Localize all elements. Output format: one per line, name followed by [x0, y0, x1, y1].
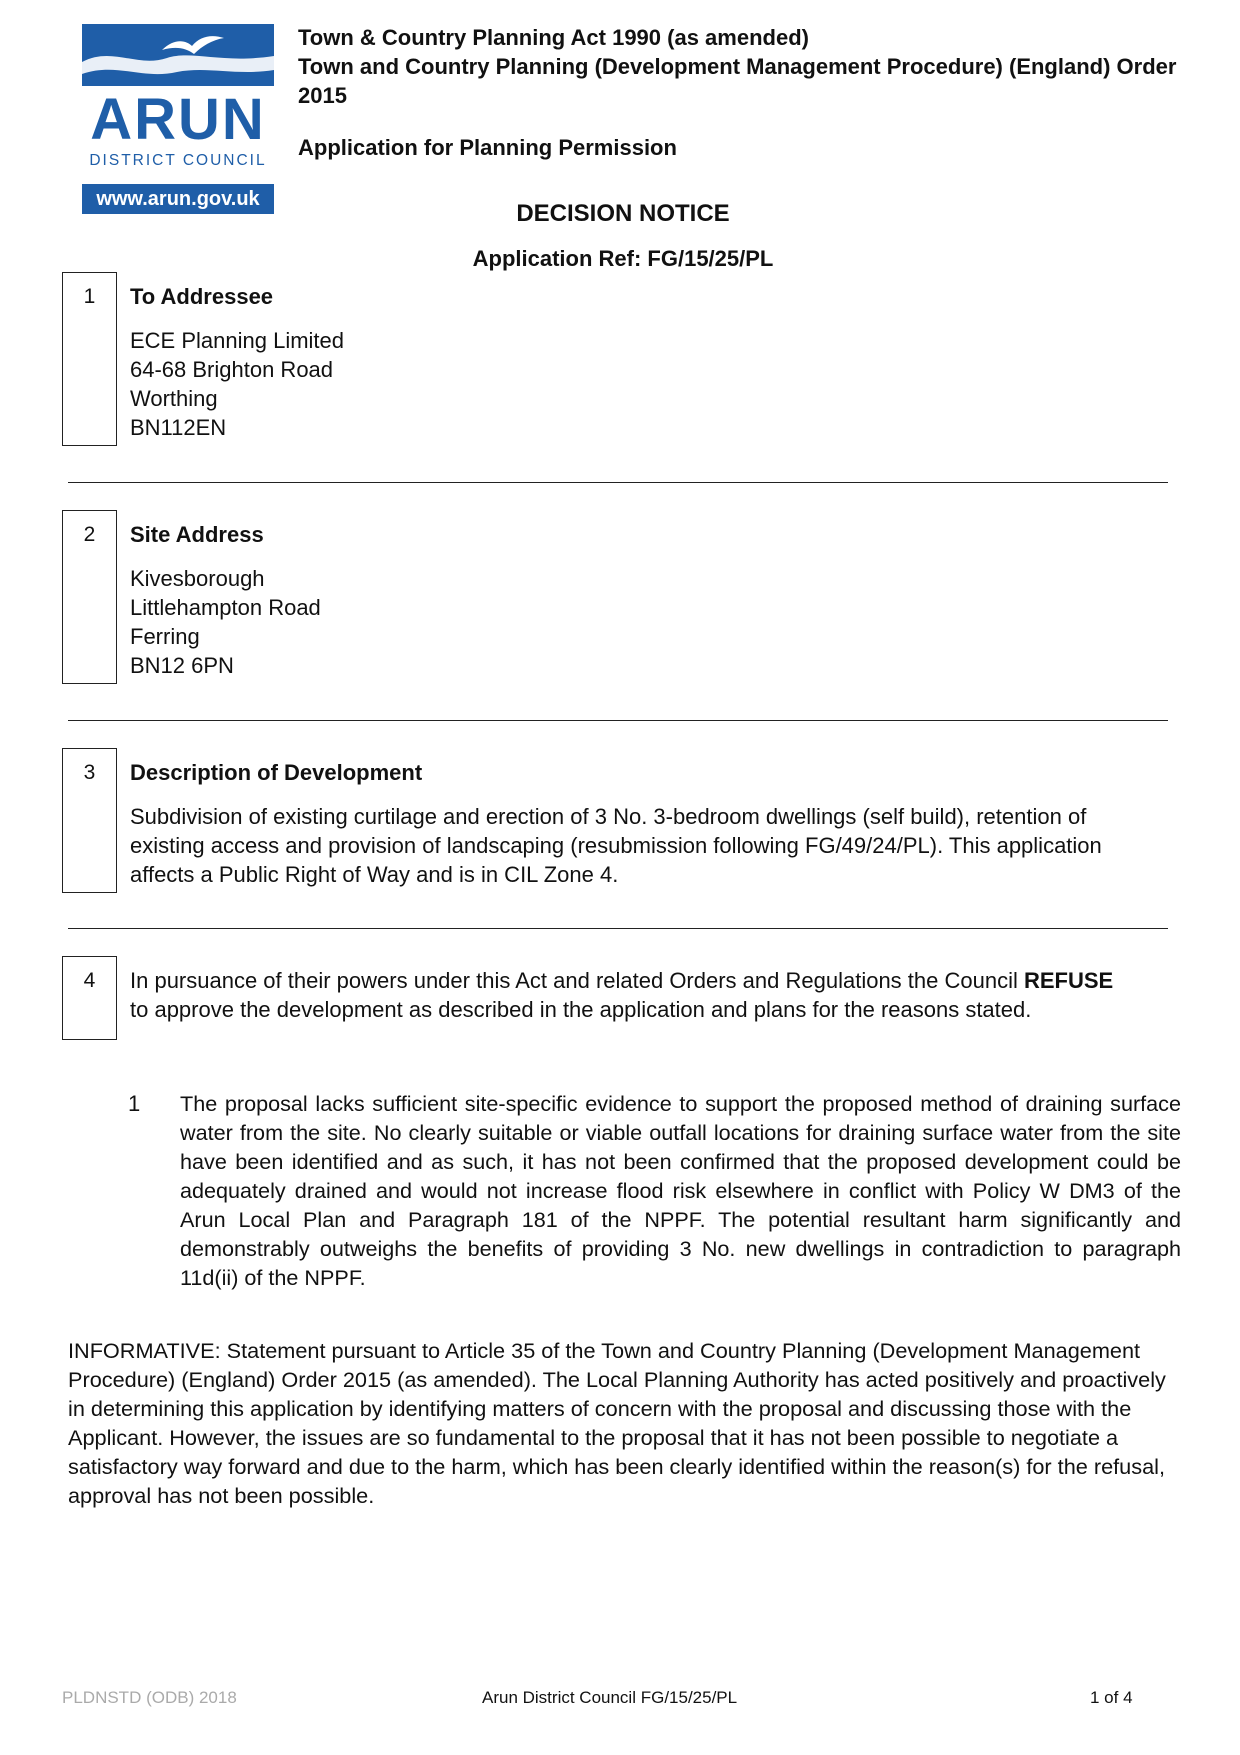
- section-number-box: 4: [62, 956, 117, 1040]
- development-description: [130, 802, 1102, 889]
- section-number-box: 1: [62, 272, 117, 446]
- divider: [68, 720, 1168, 721]
- header-application-type: Application for Planning Permission: [298, 135, 677, 160]
- application-ref: Application Ref: FG/15/25/PL: [472, 246, 774, 271]
- wave-gull-icon: [82, 24, 274, 86]
- page-title: DECISION NOTICE: [516, 200, 730, 227]
- divider: [68, 482, 1168, 483]
- section-title-addressee: To Addressee: [130, 284, 274, 309]
- decision-text-continued: to approve the development as described in the application and plans for the reasons stated.: [130, 997, 1032, 1022]
- section-title-site-address: Site Address: [130, 522, 264, 547]
- footer-template-code: PLDNSTD (ODB) 2018: [62, 1688, 237, 1707]
- reason-text: The proposal lacks sufficient site-specific evidence to support the proposed method of draining surface water from the site. No clearly suitable or viable outfall locations for draining surface water from the site have been identified and as such, it has not been confirmed that the proposed development could be adequately drained and would not increase flood risk elsewhere in conflict with Policy W DM3 of the Arun Local Plan and Paragraph 181 of the NPPF. The potential resultant harm significantly and demonstrably outweighs the benefits of providing 3 No. new dwellings in contradiction to paragraph 11d(ii) of the NPPF.: [180, 1091, 1181, 1290]
- logo-wave-banner: [82, 24, 274, 86]
- logo-name: ARUN: [90, 87, 266, 152]
- decision-statement: [130, 966, 1185, 1024]
- addressee-block: [130, 326, 344, 442]
- council-logo: [82, 24, 274, 214]
- footer-reference: Arun District Council FG/15/25/PL: [482, 1688, 738, 1707]
- header-act-line: Town & Country Planning Act 1990 (as amended): [298, 25, 809, 50]
- logo-website[interactable]: www.arun.gov.uk: [82, 184, 274, 214]
- address-line: BN12 6PN: [130, 653, 234, 678]
- address-line: Littlehampton Road: [130, 595, 321, 620]
- address-line: Worthing: [130, 386, 218, 411]
- address-line: Kivesborough: [130, 566, 265, 591]
- address-line: BN112EN: [130, 415, 227, 440]
- address-line: 64-68 Brighton Road: [130, 357, 334, 382]
- section-title-description: Description of Development: [130, 760, 423, 785]
- decision-text: In pursuance of their powers under this Act and related Orders and Regulations the Council: [130, 968, 1024, 993]
- logo-subtitle: DISTRICT COUNCIL: [89, 152, 267, 169]
- address-line: Ferring: [130, 624, 200, 649]
- section-number-box: 2: [62, 510, 117, 684]
- reason-number: 1: [128, 1091, 141, 1116]
- divider: [68, 928, 1168, 929]
- description-line: affects a Public Right of Way and is in CIL Zone 4.: [130, 862, 619, 887]
- header-year-line: 2015: [298, 83, 347, 108]
- section-number-box: 3: [62, 748, 117, 893]
- informative-statement: INFORMATIVE: Statement pursuant to Article 35 of the Town and Country Planning (Development Management Procedure) (England) Order 2015 (as amended). The Local Planning Authority has acted positively and proactively in determining this application by identifying matters of concern with the proposal and discussing those with the Applicant. However, the issues are so fundamental to the proposal that it has not been possible to negotiate a satisfactory way forward and due to the harm, which has been clearly identified within the reason(s) for the refusal, approval has not been possible.: [68, 1338, 1166, 1508]
- description-line: existing access and provision of landscaping (resubmission following FG/49/24/PL). This application: [130, 833, 1102, 858]
- description-line: Subdivision of existing curtilage and erection of 3 No. 3-bedroom dwellings (self build), retention of: [130, 804, 1087, 829]
- decision-word: REFUSE: [1023, 968, 1114, 993]
- page-number: 1 of 4: [1090, 1688, 1133, 1707]
- site-address-block: [130, 564, 321, 680]
- header-order-line: Town and Country Planning (Development Management Procedure) (England) Order: [298, 54, 1177, 79]
- address-line: ECE Planning Limited: [130, 328, 345, 353]
